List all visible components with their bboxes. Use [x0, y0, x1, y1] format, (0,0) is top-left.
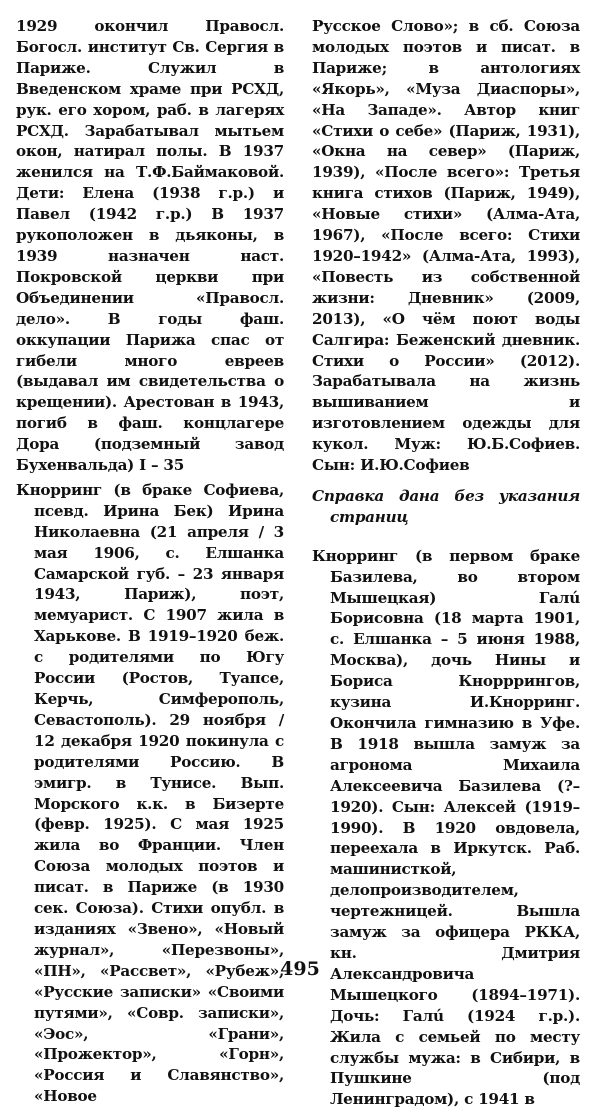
left-column: [16, 16, 284, 1107]
entry-knorring-gali: Кнорринг (в первом браке Базилева, во втором Мышецкая) Галú Борисовна (18 марта 1901, с. Елшанка – 5 июня 1988, Москва), дочь Нины и Бориса Кнорррингов, кузина И.Кнорринг. Окончила гимназию в Уфе. В 1918 вышла замуж за агронома Михаила Алексеевича Базилева (?–1920). Сын: Алексей (1919–1990). В 1920 овдовела, переехала в Иркутск. Раб. машинисткой, делопроизводителем, чертежницей. Вышла замуж за офицера РККА, кн. Дмитрия Александровича Мышецкого (1894–1971). Дочь: Галú (1924 г.р.). Жила с семьей по месту службы мужа: в Сибири, в Пушкине (под Ленинградом), с 1941 в: [312, 546, 580, 1109]
entry-continuation: 1929 окончил Правосл. Богосл. институт Св. Сергия в Париже. Служил в Введенском храме при РСХД, рук. его хором, раб. в лагерях РСХД. Зарабатывал мытьем окон, натирал полы. В 1937 женился на Т.Ф.Баймаковой. Дети: Елена (1938 г.р.) и Павел (1942 г.р.) В 1937 рукоположен в дьяконы, в 1939 назначен наст. Покровской церкви при Объединении «Правосл. дело». В годы фаш. оккупации Парижа спас от гибели много евреев (выдавал им свидетельства о крещении). Арестован в 1943, погиб в фаш. концлагере Дора (подземный завод Бухенвальда) I – 35: [16, 17, 284, 475]
page-number: 495: [280, 958, 320, 980]
entry-knorring-irina-continuation: Русское Слово»; в сб. Союза молодых поэтов и писат. в Париже; в антологиях «Якорь», «Муза Диаспоры», «На Западе». Автор книг «Стихи о себе» (Париж, 1931), «Окна на север» (Париж, 1939), «После всего»: Третья книга стихов (Париж, 1949), «Новые стихи» (Алма-Ата, 1967), «После всего: Стихи 1920–1942» (Алма-Ата, 1993), «Повесть из собственной жизни: Дневник» (2009, 2013), «О чём поют воды Салгира: Беженский дневник. Стихи о России» (2012). Зарабатывала на жизнь вышиванием и изготовлением одежды для кукол. Муж: Ю.Б.Софиев. Сын: И.Ю.Софиев: [312, 17, 580, 475]
entry-knorring-irina: Кнорринг (в браке Софиева, псевд. Ирина Бек) Ирина Николаевна (21 апреля / 3 мая 1906, с. Елшанка Самарской губ. – 23 января 1943, Париж), поэт, мемуарист. С 1907 жила в Харькове. В 1919–1920 беж. с родителями по Югу России (Ростов, Туапсе, Керчь, Симферополь, Севастополь). 29 ноября / 12 декабря 1920 покинула с родителями Россию. В эмигр. в Тунисе. Вып. Морского к.к. в Бизерте (февр. 1925). С мая 1925 жила во Франции. Член Союза молодых поэтов и писат. в Париже (в 1930 сек. Союза). Стихи опубл. в изданиях «Звено», «Новый журнал», «Перезвоны», «ПН», «Рассвет», «Рубеж», «Русские записки» «Своими путями», «Совр. записки», «Эос», «Грани», «Прожектор», «Горн», «Россия и Славянство», «Новое: [16, 480, 284, 1106]
right-column: [312, 16, 580, 1110]
reference-note: Справка дана без указания страниц: [312, 486, 580, 526]
